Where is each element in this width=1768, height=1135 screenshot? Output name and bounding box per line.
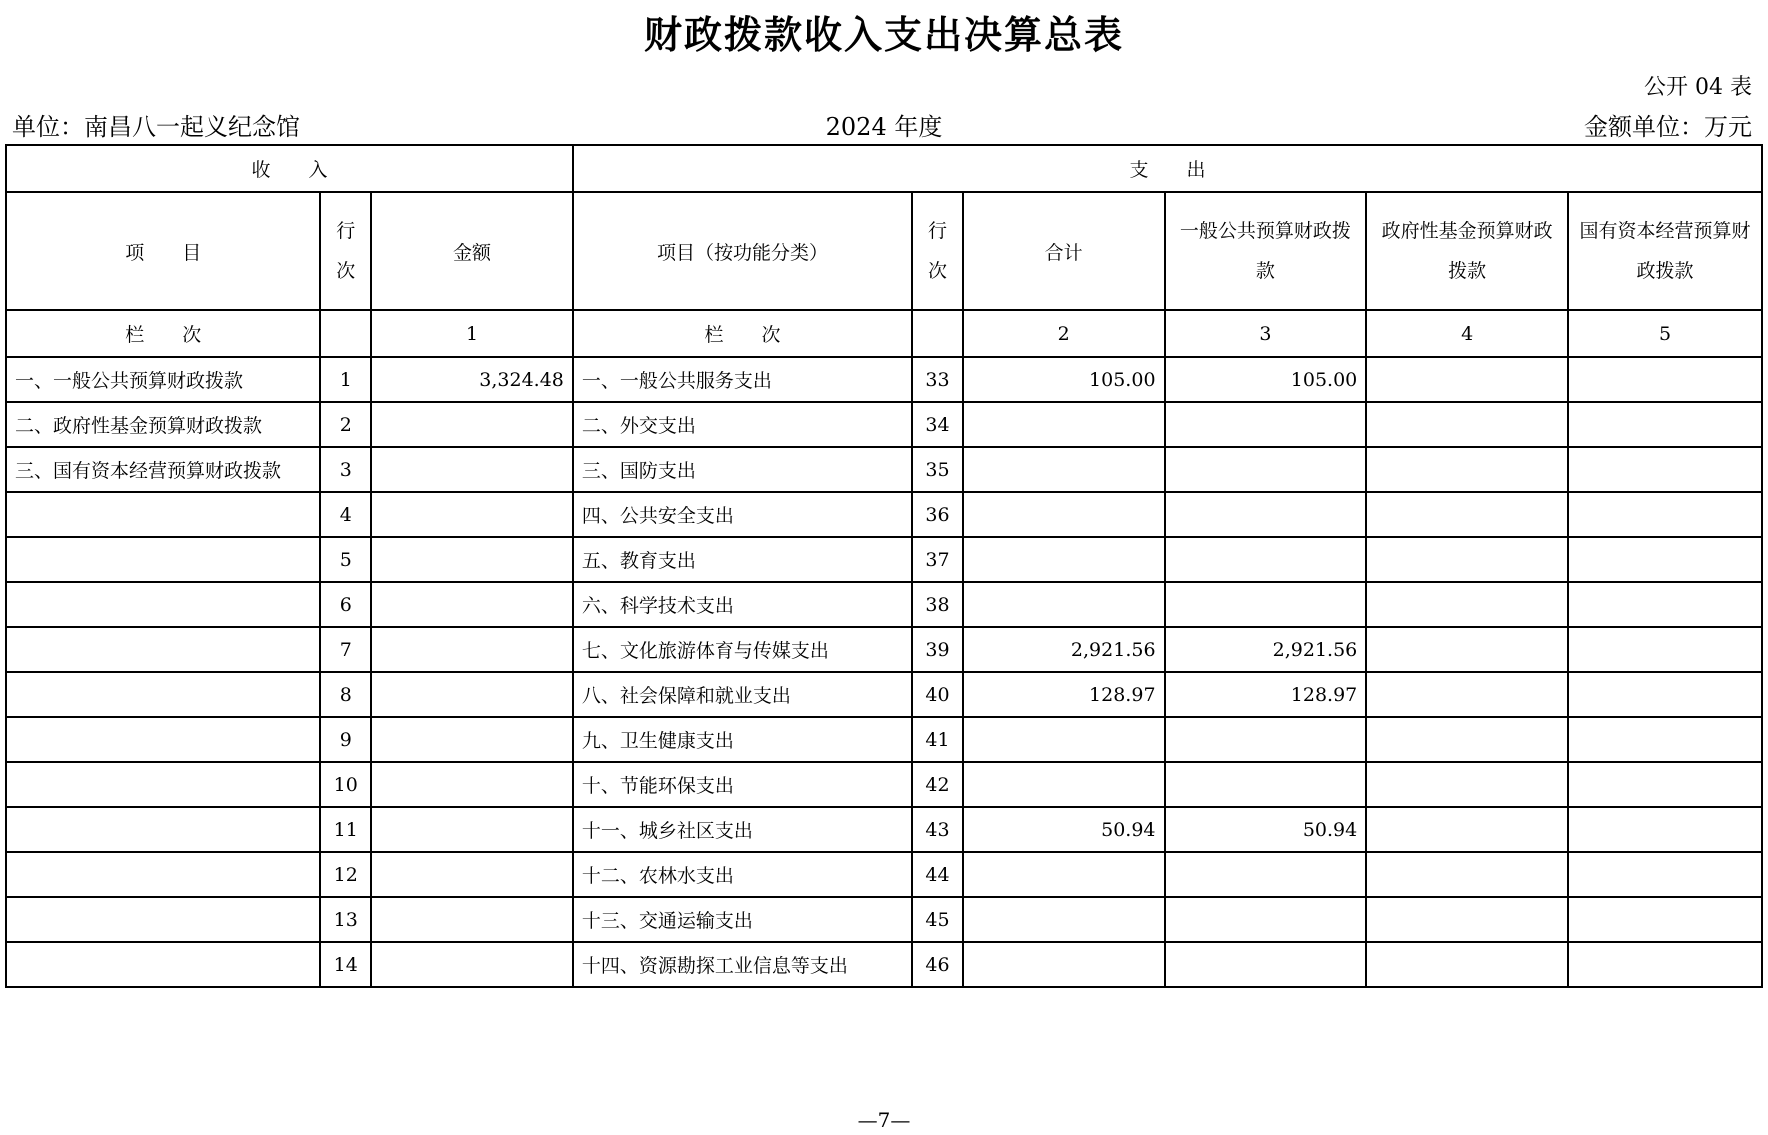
total-cell [963,537,1165,582]
form-number: 公开 04 表 [1644,75,1752,100]
income-row-no-cell: 9 [320,717,371,762]
expense-item-cell: 十二、农林水支出 [573,852,912,897]
income-amount-cell: 3,324.48 [371,357,573,402]
col-index-2: 2 [963,310,1165,357]
general-budget-cell [1165,537,1367,582]
income-row-no-cell: 8 [320,672,371,717]
income-amount-cell [371,627,573,672]
income-section-header: 收 入 [6,145,573,192]
general-budget-header: 一般公共预算财政拨款 [1165,192,1367,310]
total-cell [963,492,1165,537]
total-cell [963,582,1165,627]
state-capital-cell [1568,672,1762,717]
income-row-no-cell: 11 [320,807,371,852]
total-cell: 105.00 [963,357,1165,402]
expense-row-no-cell: 46 [912,942,963,987]
table-row [6,807,1762,852]
income-item-cell: 二、政府性基金预算财政拨款 [6,402,320,447]
table-row [6,762,1762,807]
fiscal-year: 2024 年度 [825,113,943,141]
table-row [6,627,1762,672]
expense-item-cell: 三、国防支出 [573,447,912,492]
general-budget-cell: 105.00 [1165,357,1367,402]
state-capital-header: 国有资本经营预算财政拨款 [1568,192,1762,310]
fund-budget-cell [1366,762,1568,807]
expense-row-no-cell: 41 [912,717,963,762]
state-capital-cell [1568,492,1762,537]
general-budget-cell [1165,717,1367,762]
report-title: 财政拨款收入支出决算总表 [643,13,1124,57]
expense-row-no-cell: 35 [912,447,963,492]
income-item-cell [6,852,320,897]
income-amount-cell [371,447,573,492]
section-header-row [6,145,1762,192]
expense-item-header: 项目（按功能分类） [573,192,912,310]
expense-row-no-header: 行次 [912,192,963,310]
income-amount-cell [371,582,573,627]
fund-budget-cell [1366,672,1568,717]
expense-row-no-cell: 43 [912,807,963,852]
income-amount-cell [371,492,573,537]
table-row [6,942,1762,987]
expense-row-no-cell: 39 [912,627,963,672]
income-amount-cell [371,807,573,852]
total-cell [963,762,1165,807]
expense-row-no-cell: 44 [912,852,963,897]
general-budget-cell: 128.97 [1165,672,1367,717]
expense-item-cell: 一、一般公共服务支出 [573,357,912,402]
total-cell [963,402,1165,447]
state-capital-cell [1568,717,1762,762]
table-row [6,357,1762,402]
table-row [6,672,1762,717]
total-cell: 2,921.56 [963,627,1165,672]
income-row-no-cell: 7 [320,627,371,672]
fiscal-summary-table [5,144,1763,988]
total-cell [963,852,1165,897]
expense-item-cell: 二、外交支出 [573,402,912,447]
col-index-1: 1 [371,310,573,357]
expense-item-cell: 八、社会保障和就业支出 [573,672,912,717]
column-index-row [6,310,1762,357]
table-row [6,897,1762,942]
income-amount-cell [371,717,573,762]
general-budget-cell [1165,582,1367,627]
total-header: 合计 [963,192,1165,310]
income-amount-cell [371,402,573,447]
state-capital-cell [1568,537,1762,582]
total-cell [963,942,1165,987]
general-budget-cell [1165,447,1367,492]
fund-budget-cell [1366,717,1568,762]
general-budget-cell [1165,897,1367,942]
fund-budget-cell [1366,492,1568,537]
income-amount-cell [371,537,573,582]
general-budget-cell [1165,492,1367,537]
income-item-cell [6,807,320,852]
page-number: —7— [857,1108,911,1132]
expense-item-cell: 十四、资源勘探工业信息等支出 [573,942,912,987]
income-item-cell [6,672,320,717]
table-row [6,852,1762,897]
state-capital-cell [1568,627,1762,672]
state-capital-cell [1568,402,1762,447]
table-row [6,582,1762,627]
state-capital-cell [1568,762,1762,807]
col-index-4: 4 [1366,310,1568,357]
expense-row-no-cell: 34 [912,402,963,447]
total-cell: 128.97 [963,672,1165,717]
general-budget-cell: 50.94 [1165,807,1367,852]
income-item-cell [6,537,320,582]
fund-budget-cell [1366,807,1568,852]
income-row-no-cell: 3 [320,447,371,492]
reporting-unit: 单位：南昌八一起义纪念馆 [12,113,300,141]
state-capital-cell [1568,357,1762,402]
fund-budget-cell [1366,852,1568,897]
expense-section-header: 支 出 [573,145,1762,192]
income-amount-cell [371,942,573,987]
state-capital-cell [1568,582,1762,627]
income-row-no-cell: 14 [320,942,371,987]
fund-budget-cell [1366,942,1568,987]
income-row-no-cell: 5 [320,537,371,582]
income-row-no-header: 行次 [320,192,371,310]
expense-row-no-cell: 36 [912,492,963,537]
expense-row-no-cell: 38 [912,582,963,627]
income-item-cell [6,942,320,987]
col-index-3: 3 [1165,310,1367,357]
income-row-no-cell: 13 [320,897,371,942]
state-capital-cell [1568,852,1762,897]
income-row-no-cell: 12 [320,852,371,897]
fund-budget-header: 政府性基金预算财政拨款 [1366,192,1568,310]
fund-budget-cell [1366,582,1568,627]
income-item-cell [6,717,320,762]
total-cell: 50.94 [963,807,1165,852]
expense-item-cell: 七、文化旅游体育与传媒支出 [573,627,912,672]
income-row-no-index [320,310,371,357]
table-row [6,402,1762,447]
state-capital-cell [1568,942,1762,987]
state-capital-cell [1568,447,1762,492]
expense-item-cell: 九、卫生健康支出 [573,717,912,762]
income-row-no-cell: 10 [320,762,371,807]
expense-row-no-index [912,310,963,357]
currency-unit: 金额单位：万元 [1584,113,1752,141]
income-row-no-cell: 6 [320,582,371,627]
income-amount-cell [371,672,573,717]
income-row-no-cell: 2 [320,402,371,447]
income-item-cell [6,897,320,942]
expense-item-cell: 十、节能环保支出 [573,762,912,807]
income-amount-cell [371,852,573,897]
income-amount-cell [371,897,573,942]
fund-budget-cell [1366,357,1568,402]
total-cell [963,897,1165,942]
income-item-cell: 一、一般公共预算财政拨款 [6,357,320,402]
table-row [6,717,1762,762]
income-row-no-cell: 1 [320,357,371,402]
fund-budget-cell [1366,897,1568,942]
column-header-row [6,192,1762,310]
total-cell [963,447,1165,492]
expense-row-no-cell: 33 [912,357,963,402]
table-row [6,447,1762,492]
income-lanci-label: 栏 次 [6,310,320,357]
general-budget-cell: 2,921.56 [1165,627,1367,672]
state-capital-cell [1568,807,1762,852]
expense-item-cell: 六、科学技术支出 [573,582,912,627]
col-index-5: 5 [1568,310,1762,357]
expense-item-cell: 五、教育支出 [573,537,912,582]
table-row [6,492,1762,537]
expense-row-no-cell: 45 [912,897,963,942]
total-cell [963,717,1165,762]
fund-budget-cell [1366,627,1568,672]
income-item-cell [6,582,320,627]
expense-row-no-cell: 42 [912,762,963,807]
income-item-cell: 三、国有资本经营预算财政拨款 [6,447,320,492]
expense-row-no-cell: 40 [912,672,963,717]
income-item-header: 项 目 [6,192,320,310]
general-budget-cell [1165,762,1367,807]
income-amount-header: 金额 [371,192,573,310]
general-budget-cell [1165,942,1367,987]
general-budget-cell [1165,852,1367,897]
fund-budget-cell [1366,402,1568,447]
income-item-cell [6,492,320,537]
expense-item-cell: 十一、城乡社区支出 [573,807,912,852]
expense-item-cell: 十三、交通运输支出 [573,897,912,942]
income-row-no-cell: 4 [320,492,371,537]
fund-budget-cell [1366,537,1568,582]
expense-lanci-label: 栏 次 [573,310,912,357]
general-budget-cell [1165,402,1367,447]
fund-budget-cell [1366,447,1568,492]
table-row [6,537,1762,582]
expense-item-cell: 四、公共安全支出 [573,492,912,537]
income-amount-cell [371,762,573,807]
state-capital-cell [1568,897,1762,942]
income-item-cell [6,762,320,807]
expense-row-no-cell: 37 [912,537,963,582]
income-item-cell [6,627,320,672]
